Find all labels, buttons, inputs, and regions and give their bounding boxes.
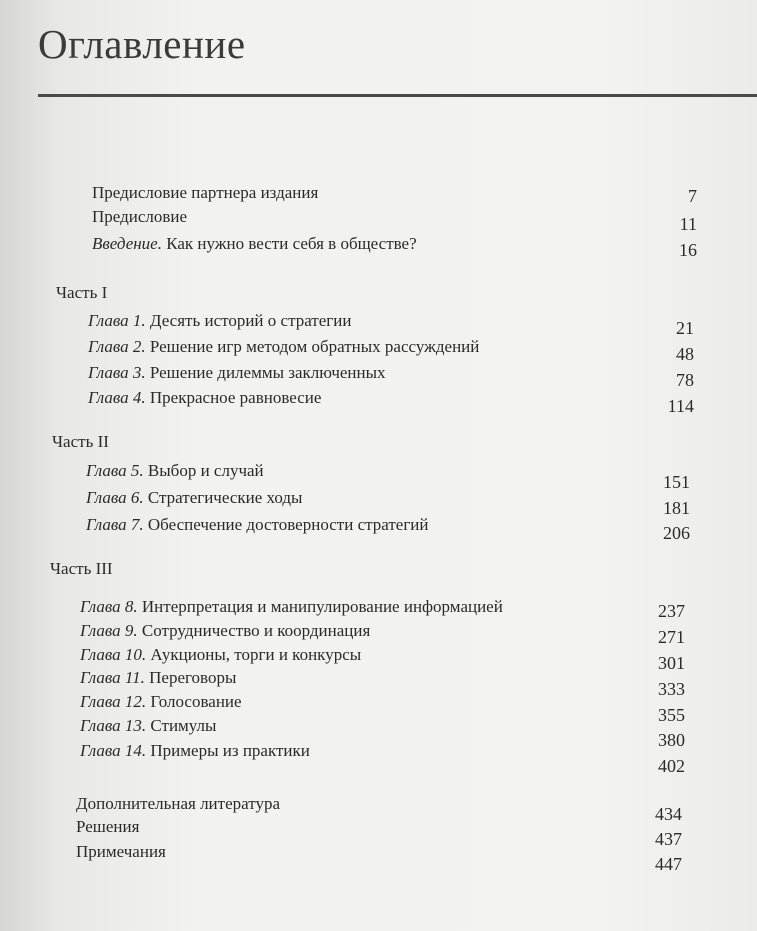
toc-entry-solutions: Решения: [76, 817, 140, 836]
page-number: 16: [679, 240, 697, 260]
page-number: 78: [676, 370, 694, 390]
page-number: 151: [663, 472, 690, 492]
page-number: 206: [663, 523, 690, 543]
toc-entry-chapter: Глава 8. Интерпретация и манипулирование информацией: [80, 597, 503, 616]
toc-entry-chapter: Глава 10. Аукционы, торги и конкурсы: [80, 645, 362, 664]
toc-entry-chapter: Глава 7. Обеспечение достоверности стратегий: [86, 515, 429, 534]
page-number: 48: [676, 344, 694, 364]
toc-entry-chapter: Глава 5. Выбор и случай: [86, 461, 264, 480]
toc-entry-chapter: Глава 9. Сотрудничество и координация: [80, 621, 371, 640]
toc-entry-chapter: Глава 3. Решение дилеммы заключенных: [88, 363, 386, 382]
page-number: 11: [679, 214, 697, 234]
title-divider: [38, 94, 757, 97]
page-number: 380: [658, 730, 685, 750]
page-number: 114: [667, 396, 694, 416]
toc-entry-chapter: Глава 12. Голосование: [80, 692, 242, 711]
page-number: 301: [658, 653, 685, 673]
toc-entry-chapter: Глава 13. Стимулы: [80, 716, 217, 735]
page-number: 7: [688, 186, 697, 206]
page-number: 271: [658, 627, 685, 647]
page-number: 437: [655, 829, 682, 849]
page-number: 434: [655, 804, 682, 824]
page-number: 447: [655, 854, 682, 874]
page-number: 355: [658, 705, 685, 725]
page-number: 333: [658, 679, 685, 699]
part-heading: Часть II: [52, 432, 109, 451]
toc-entry-chapter: Глава 11. Переговоры: [80, 668, 237, 687]
page-number: 181: [663, 498, 690, 518]
toc-entry-notes: Примечания: [76, 842, 166, 861]
toc-entry-partner-preface: Предисловие партнера издания: [92, 183, 319, 202]
toc-entry-chapter: Глава 14. Примеры из практики: [80, 741, 310, 760]
toc-entry-chapter: Глава 2. Решение игр методом обратных рассуждений: [88, 337, 480, 356]
page-number: 21: [676, 318, 694, 338]
toc-entry-chapter: Глава 6. Стратегические ходы: [86, 488, 303, 507]
part-heading: Часть I: [56, 283, 108, 302]
toc-entry-further-reading: Дополнительная литература: [76, 794, 280, 813]
part-heading: Часть III: [50, 559, 113, 578]
page-number: 237: [658, 601, 685, 621]
toc-entry-preface: Предисловие: [92, 207, 188, 226]
toc-entry-chapter: Глава 1. Десять историй о стратегии: [88, 311, 352, 330]
page-title: Оглавление: [38, 21, 246, 67]
toc-entry-chapter: Глава 4. Прекрасное равновесие: [88, 388, 322, 407]
page-number: 402: [658, 756, 685, 776]
toc-entry-introduction: Введение. Как нужно вести себя в обществе?: [92, 234, 417, 253]
